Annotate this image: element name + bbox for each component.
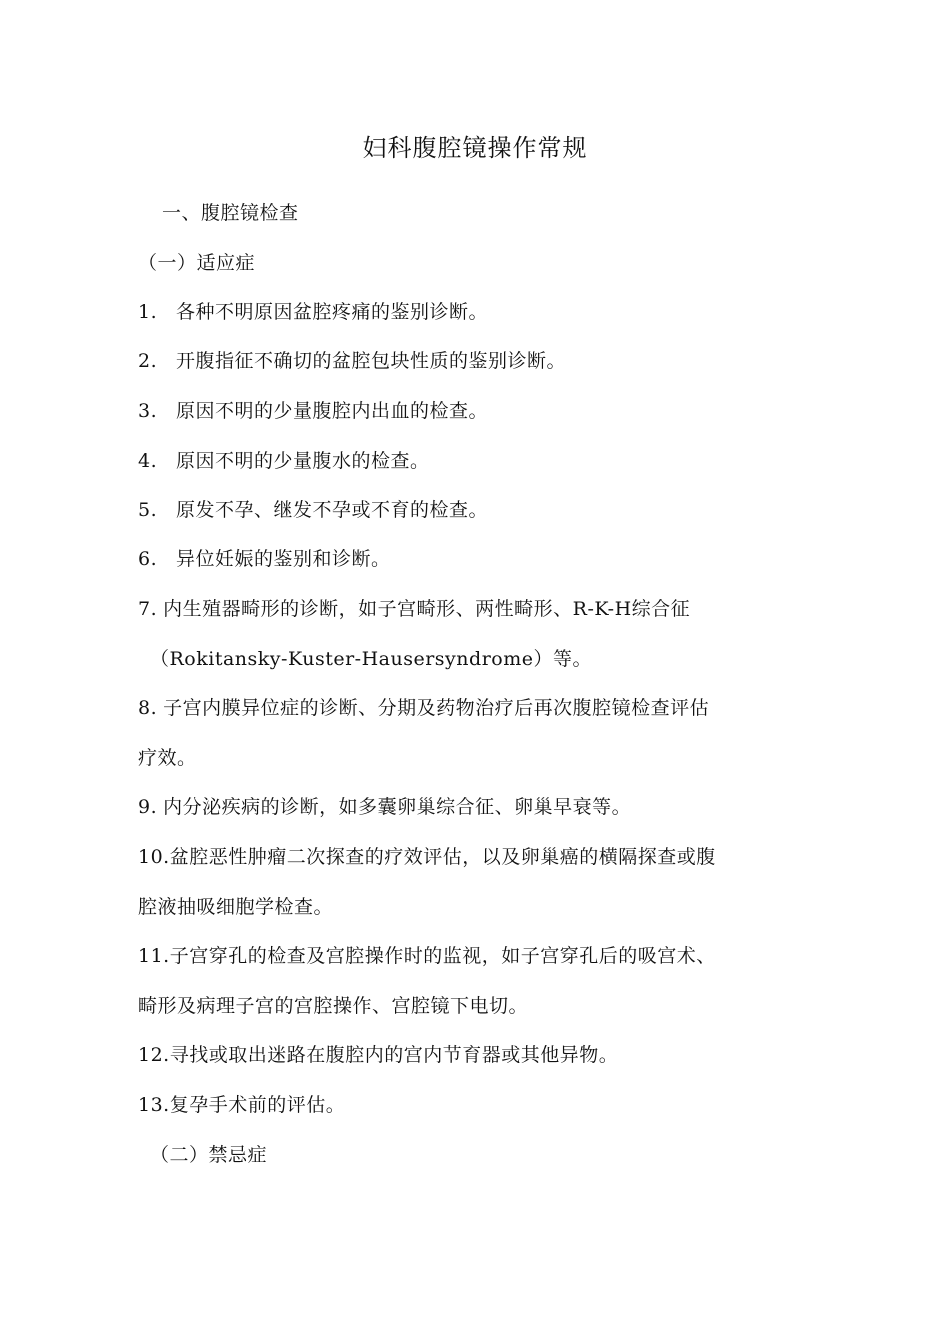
item-number: 13. (138, 1094, 170, 1116)
item-text: 各种不明原因盆腔疼痛的鉴别诊断。 (176, 301, 489, 323)
item-text: 内分泌疾病的诊断，如多囊卵巢综合征、卵巢早衰等。 (163, 796, 632, 818)
item-number: 7. (138, 598, 158, 620)
item-number: 4. (138, 450, 158, 472)
list-item (138, 942, 716, 970)
subsection-heading-contraindications: （二）禁忌症 (150, 1144, 268, 1166)
item-text: 内生殖器畸形的诊断，如子宫畸形、两性畸形、R-K-H综合征 (163, 598, 691, 620)
item-continuation: （Rokitansky-Kuster-Hausersyndrome）等。 (150, 648, 592, 670)
item-number: 6. (138, 548, 158, 570)
item-text: 原因不明的少量腹水的检查。 (176, 450, 430, 472)
list-item (138, 545, 391, 573)
subsection-heading-indications: （一）适应症 (138, 252, 256, 274)
item-number: 12. (138, 1044, 170, 1066)
item-continuation: 腔液抽吸细胞学检查。 (138, 896, 334, 918)
item-text: 子宫穿孔的检查及宫腔操作时的监视，如子宫穿孔后的吸宫术、 (169, 945, 716, 967)
item-number: 11. (138, 945, 170, 967)
list-item (138, 694, 709, 722)
item-number: 9. (138, 796, 158, 818)
item-continuation: 畸形及病理子宫的宫腔操作、宫腔镜下电切。 (138, 995, 529, 1017)
item-number: 10. (138, 846, 170, 868)
item-number: 5. (138, 499, 158, 521)
item-text: 开腹指征不确切的盆腔包块性质的鉴别诊断。 (176, 350, 567, 372)
list-item (138, 496, 488, 524)
document-title: 妇科腹腔镜操作常规 (362, 134, 588, 162)
item-text: 异位妊娠的鉴别和诊断。 (176, 548, 391, 570)
item-text: 子宫内膜异位症的诊断、分期及药物治疗后再次腹腔镜检查评估 (163, 697, 710, 719)
item-text: 寻找或取出迷路在腹腔内的宫内节育器或其他异物。 (169, 1044, 619, 1066)
item-text: 复孕手术前的评估。 (169, 1094, 346, 1116)
item-continuation: 疗效。 (138, 747, 197, 769)
list-item (138, 1041, 618, 1069)
list-item (138, 347, 566, 375)
item-number: 8. (138, 697, 158, 719)
list-item (138, 843, 716, 871)
list-item (138, 595, 690, 623)
item-number: 2. (138, 350, 158, 372)
item-text: 原因不明的少量腹腔内出血的检查。 (176, 400, 489, 422)
item-text: 原发不孕、继发不孕或不育的检查。 (176, 499, 489, 521)
item-number: 1. (138, 301, 158, 323)
list-item (138, 298, 488, 326)
list-item (138, 1091, 345, 1119)
section-heading: 一、腹腔镜检查 (162, 202, 299, 224)
list-item (138, 793, 631, 821)
item-number: 3. (138, 400, 158, 422)
list-item (138, 397, 488, 425)
list-item (138, 447, 430, 475)
item-text: 盆腔恶性肿瘤二次探查的疗效评估，以及卵巢癌的横隔探查或腹 (169, 846, 716, 868)
